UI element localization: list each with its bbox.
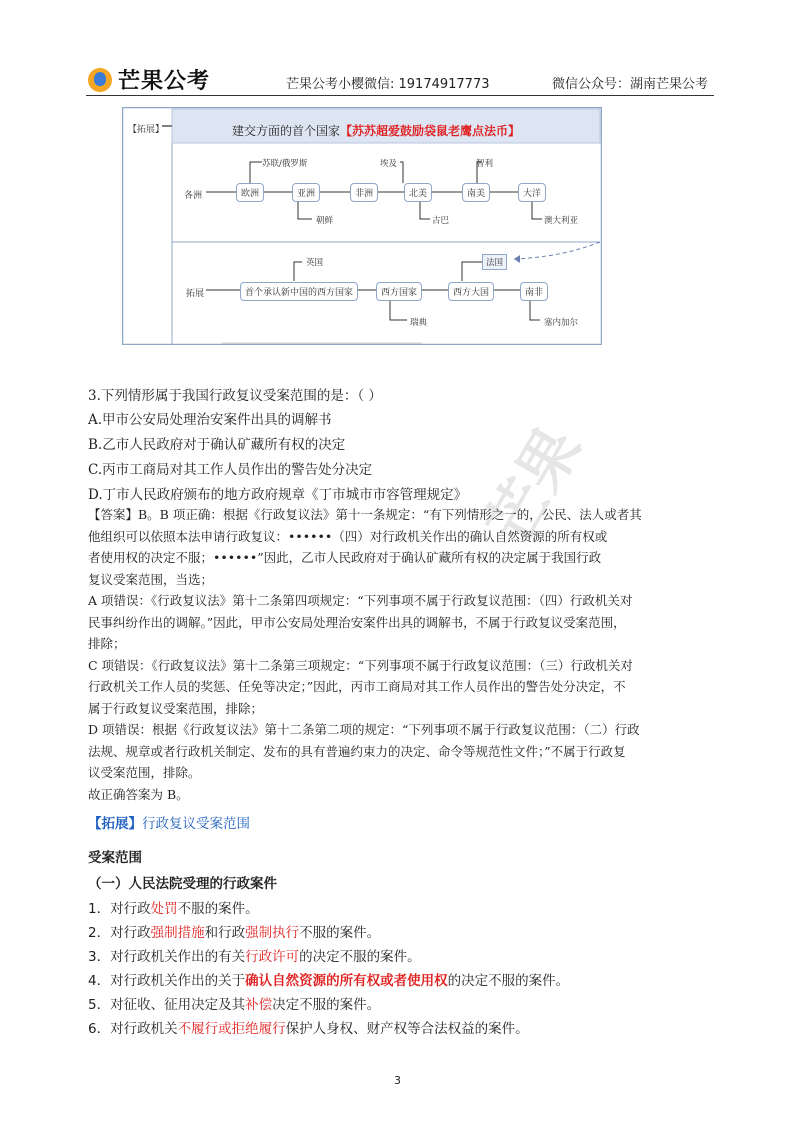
- node-oceania: 大洋: [518, 183, 546, 202]
- option-d: D.丁市人民政府颁布的地方政府规章《丁市城市市容管理规定》: [88, 487, 468, 503]
- answer-line: A 项错误：《行政复议法》第十二条第四项规定：“下列事项不属于行政复议范围：（四）行政机关对: [88, 593, 633, 608]
- answer-line: 者使用权的决定不服；••••••”因此，乙市人民政府对于确认矿藏所有权的决定属于我国行政: [88, 550, 602, 565]
- answer-line: 复议受案范围，当选；: [88, 571, 214, 587]
- leaf-uk: 英国: [306, 258, 324, 268]
- list-item-text: 和行政: [204, 925, 246, 941]
- leaf-australia: 澳大利亚: [544, 216, 579, 226]
- list-item-highlight: 强制执行: [245, 925, 300, 941]
- expand-tag: 【拓展】: [88, 816, 142, 832]
- mango-logo-icon: [88, 68, 112, 92]
- node-western-power: 西方大国: [448, 282, 494, 301]
- leaf-france: 法国: [482, 254, 507, 270]
- list-item: [88, 945, 421, 965]
- answer-line: 【答案】B。B 项正确：根据《行政复议法》第十一条规定：“有下列情形之一的，公民、法人或者其: [88, 507, 642, 522]
- answer-line: D 项错误：根据《行政复议法》第十二条第二项的规定：“下列事项不属于行政复议范围：（二）行政: [88, 722, 640, 737]
- answer-line: 故正确答案为 B。: [88, 786, 189, 802]
- list-item-highlight: 处罚: [150, 901, 178, 917]
- leaf-egypt: 埃及: [380, 159, 398, 169]
- list-item-highlight: 确认自然资源的所有权或者使用权: [245, 973, 448, 989]
- answer-line: 他组织可以依照本法申请行政复议：••••••（四）对行政机关作出的确认自然资源的所有权或: [88, 528, 608, 544]
- option-b: B.乙市人民政府对于确认矿藏所有权的决定: [88, 437, 346, 453]
- logo: [88, 64, 210, 95]
- header-wechat: 微信公众号：湖南芒果公考: [552, 77, 709, 92]
- logo-text: 芒果公考: [118, 69, 211, 94]
- diagram-title: [232, 122, 520, 139]
- option-a: A.甲市公安局处理治安案件出具的调解书: [88, 412, 332, 428]
- leaf-chile: 智利: [476, 159, 494, 169]
- section-title: 受案范围: [88, 850, 142, 866]
- page-number: 3: [394, 1074, 401, 1087]
- list-item-text: 6．对行政机关: [88, 1021, 178, 1037]
- watermark: 芒果: [474, 416, 595, 555]
- leaf-ussr: 苏联/俄罗斯: [262, 159, 308, 169]
- list-item: [88, 993, 380, 1013]
- diagram-tag: 【拓展】: [128, 125, 165, 135]
- node-asia: 亚洲: [292, 183, 320, 202]
- list-item-text: 3．对行政机关作出的有关: [88, 949, 246, 965]
- mindmap-diagram: [122, 107, 602, 345]
- node-south-africa: 南非: [520, 282, 548, 301]
- expand-heading: [88, 812, 250, 832]
- list-item-text: 的决定不服的案件。: [447, 973, 570, 989]
- list-item-highlight: 补偿: [245, 997, 273, 1013]
- answer-line: 议受案范围，排除。: [88, 765, 201, 780]
- subsection-title: （一）人民法院受理的行政案件: [88, 876, 277, 892]
- leaf-senegal: 塞内加尔: [544, 318, 579, 328]
- answer-line: 排除；: [88, 636, 126, 651]
- list-item-text: 5．对征收、征用决定及其: [88, 997, 246, 1013]
- list-item-highlight: 行政许可: [245, 949, 300, 965]
- row-label-continents: 各洲: [184, 191, 203, 201]
- node-western-country: 西方国家: [376, 282, 422, 301]
- node-north-america: 北美: [404, 183, 432, 202]
- leaf-north-korea: 朝鲜: [316, 216, 334, 226]
- header-divider: [86, 95, 714, 96]
- answer-line: C 项错误：《行政复议法》第十二条第三项规定：“下列事项不属于行政复议范围：（三）行政机关对: [88, 657, 633, 673]
- answer-line: 民事纠纷作出的调解。”因此，甲市公安局处理治安案件出具的调解书，不属于行政复议受案范围，: [88, 614, 626, 630]
- node-south-america: 南美: [462, 183, 490, 202]
- answer-line: 法规、规章或者行政机关制定、发布的具有普遍约束力的决定、命令等规范性文件；”不属于行政复: [88, 743, 626, 759]
- list-item-text: 2．对行政: [88, 925, 151, 941]
- option-c: C.丙市工商局对其工作人员作出的警告处分决定: [88, 462, 373, 478]
- list-item: [88, 921, 380, 941]
- list-item-text: 4．对行政机关作出的关于: [88, 973, 246, 989]
- answer-line: 行政机关工作人员的奖惩、任免等决定；”因此，丙市工商局对其工作人员作出的警告处分决定，不: [88, 679, 626, 694]
- list-item-highlight: 强制措施: [150, 925, 205, 941]
- node-europe: 欧洲: [236, 183, 264, 202]
- question-stem: 3.下列情形属于我国行政复议受案范围的是：（ ）: [88, 388, 382, 404]
- diagram-title-mnemonic: 【苏苏超爱鼓励袋鼠老鹰点法币】: [340, 124, 521, 138]
- list-item-text: 的决定不服的案件。: [299, 949, 421, 965]
- expand-title: 行政复议受案范围: [142, 816, 250, 832]
- list-item-text: 1．对行政: [88, 901, 151, 917]
- leaf-cuba: 古巴: [432, 216, 450, 226]
- list-item-text: 不服的案件。: [299, 925, 381, 941]
- node-africa: 非洲: [350, 183, 378, 202]
- leaf-sweden: 瑞典: [410, 318, 428, 328]
- list-item-text: 不服的案件。: [177, 901, 259, 917]
- list-item: [88, 969, 569, 989]
- row-label-expand: 拓展: [186, 289, 205, 299]
- answer-block: [88, 504, 718, 805]
- diagram-title-text: 建交方面的首个国家: [232, 124, 341, 138]
- list-item: [88, 897, 259, 917]
- list-item: [88, 1017, 529, 1037]
- node-first-western: 首个承认新中国的西方国家: [240, 282, 358, 301]
- list-item-text: 保护人身权、财产权等合法权益的案件。: [285, 1021, 529, 1037]
- answer-line: 属于行政复议受案范围，排除；: [88, 700, 264, 716]
- list-item-text: 决定不服的案件。: [272, 997, 381, 1013]
- list-item-highlight: 不履行或拒绝履行: [177, 1021, 286, 1037]
- header-contact: 芒果公考小樱微信: 19174917773: [286, 77, 490, 92]
